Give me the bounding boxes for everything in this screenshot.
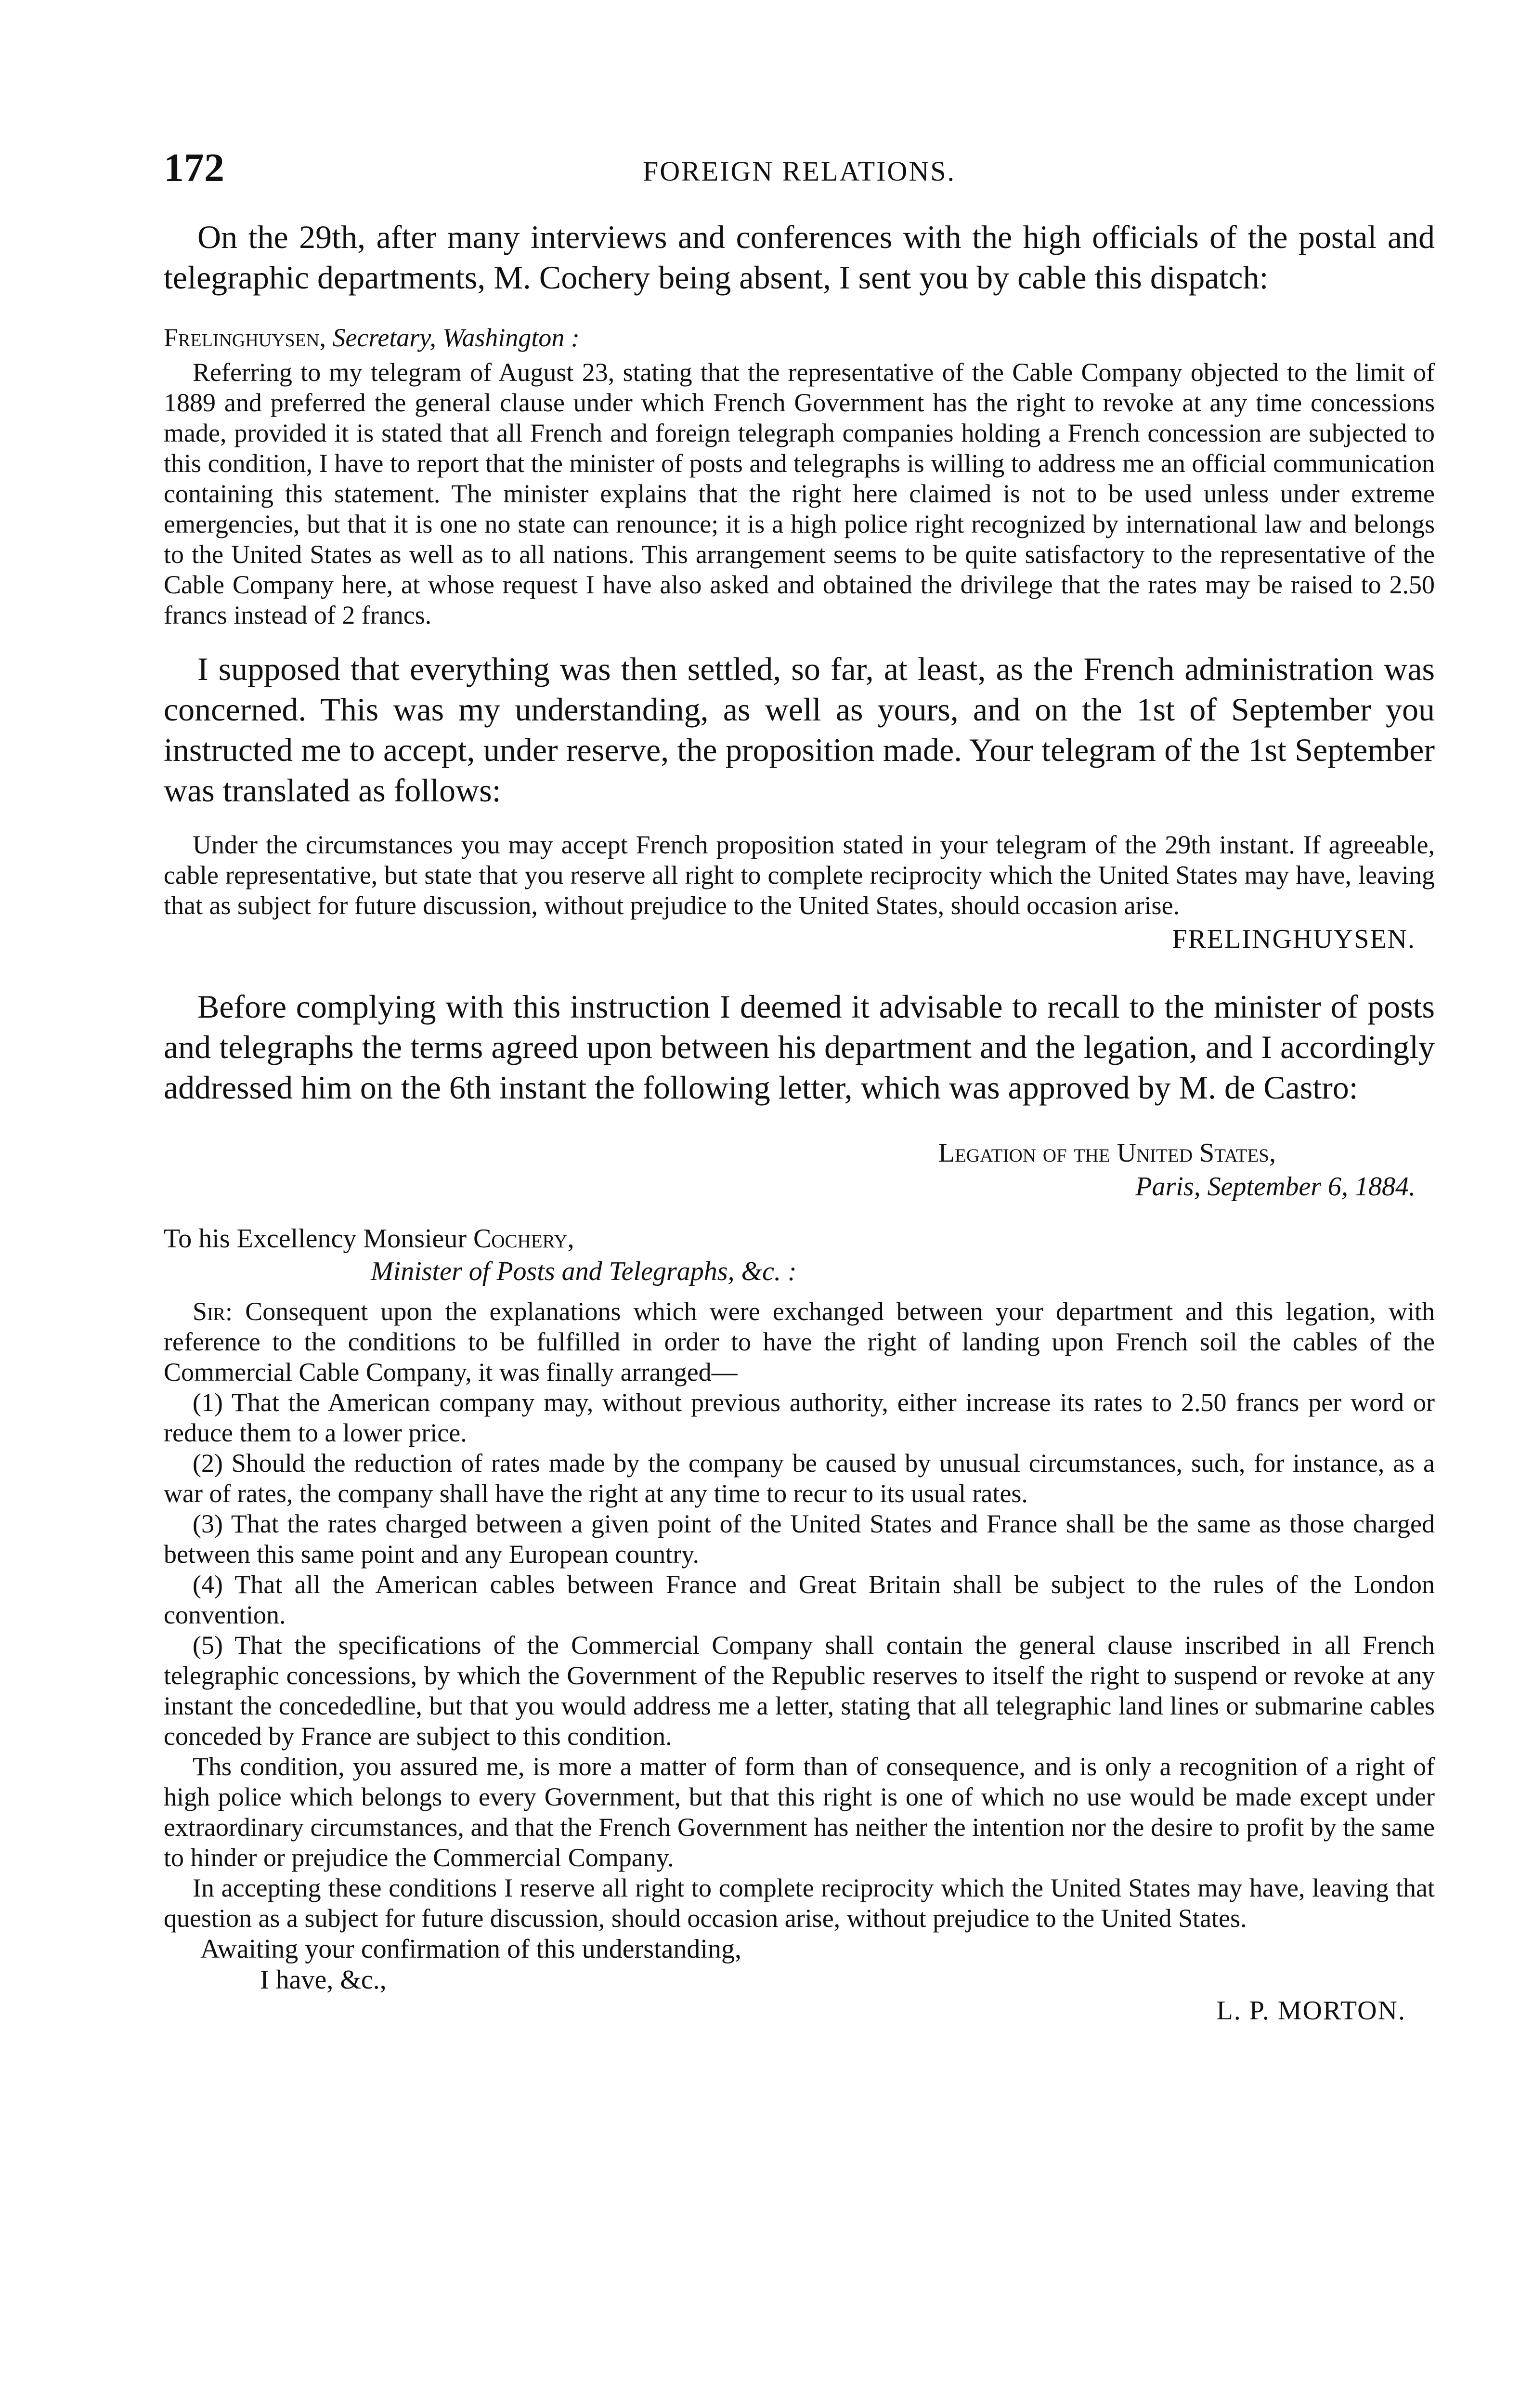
to-line-prefix: To his Excellency Monsieur (164, 1224, 467, 1254)
letter-place-date: Paris, September 6, 1884. (1135, 1172, 1416, 1202)
page-header (164, 144, 1435, 202)
telegram-2-signature: FRELINGHUYSEN. (1172, 924, 1416, 954)
letter-item: (1) That the American company may, without previous authority, either increase its rates to 2.50 francs per word or reduce them to a lower price. (164, 1388, 1435, 1447)
reserve-paragraph: In accepting these conditions I reserve all right to complete reciprocity which the United States may have, leaving that question as a subject for future discussion, should occasion arise, without prejudice to the United States. (164, 1873, 1435, 1933)
letter-item: (2) Should the reduction of rates made by the company be caused by unusual circumstances, such, for instance, as a war of rates, the company shall have the right at any time to recur to its usual rates. (164, 1449, 1435, 1508)
letter-signature: L. P. MORTON. (1216, 1996, 1406, 2026)
addressee-name: Frelinghuysen, (164, 323, 326, 352)
letter-legation: Legation of the United States, (938, 1138, 1276, 1168)
paragraph-3: Before complying with this instruction I deemed it advisable to recall to the minister of posts and telegraphs the terms agreed upon between his department and the legation, and I accordingly addressed him on the 6th instant the following letter, which was approved by M. de Castro: (164, 988, 1435, 1106)
letter-item: (3) That the rates charged between a given point of the United States and France shall be the same as those charged between this same point and any European country. (164, 1509, 1435, 1569)
condition-paragraph: Ths condition, you assured me, is more a matter of form than of consequence, and is only a recognition of a right of high police which belongs to every Government, but that this right is one of which no use would be made except under extraordinary circumstances, and that the French Government has neither the intention nor the desire to profit by the same to hinder or prejudice the Commercial Company. (164, 1752, 1435, 1872)
letter-item: (5) That the specifications of the Commercial Company shall contain the general clause inscribed in all French telegraphic concessions, by which the Government of the Republic reserves to itself the right to suspend or revoke at any instant the concededline, but that you would address me a letter, stating that all telegraphic land lines or submarine cables conceded by France are subject to this condition. (164, 1631, 1435, 1751)
closing-line-1: Awaiting your confirmation of this understanding, (200, 1934, 741, 1964)
telegram-addressee (164, 323, 1435, 353)
letter-to-line (164, 1223, 1435, 1254)
closing-line-2: I have, &c., (260, 1965, 387, 1995)
letter-item: (4) That all the American cables between France and Great Britain shall be subject to the rules of the London convention. (164, 1570, 1435, 1629)
paragraph-2: I supposed that everything was then settled, so far, at least, as the French administration was concerned. This was my understanding, as well as yours, and on the 1st of September you instructed me to accept, under reserve, the proposition made. Your telegram of the 1st September was translated as follows: (164, 651, 1435, 809)
addressee-title: Secretary, Washington : (332, 323, 580, 352)
document-page (164, 144, 1435, 2026)
minister-title: Minister of Posts and Telegraphs, &c. : (371, 1256, 797, 1286)
to-line-name: Cochery, (473, 1224, 574, 1254)
page-number: 172 (164, 145, 224, 190)
intro-paragraph: On the 29th, after many interviews and conferences with the high officials of the postal and telegraphic departments, M. Cochery being absent, I sent you by cable this dispatch: (164, 219, 1435, 296)
opening-text: Consequent upon the explanations which were exchanged between your department and this legation, with reference to the conditions to be fulfilled in order to have the right of landing upon French soil the cables of the Commercial Cable Company, it was finally arranged— (164, 1297, 1435, 1387)
running-title: FOREIGN RELATIONS. (642, 156, 956, 187)
letter-opening (164, 1296, 1435, 1387)
telegram-2-body: Under the circumstances you may accept French proposition stated in your telegram of the 29th instant. If agreeable, cable representative, but state that you reserve all right to complete reciprocity which the United States may have, leaving that as subject for future discussion, without prejudice to the United States, should occasion arise. (164, 830, 1435, 920)
salutation: Sir: (193, 1297, 233, 1326)
telegram-1-body: Referring to my telegram of August 23, stating that the representative of the Cable Company objected to the limit of 1889 and preferred the general clause under which French Government has the right to revoke at any time concessions made, provided it is stated that all French and foreign telegraph companies holding a French concession are subjected to this condition, I have to report that the minister of posts and telegraphs is willing to address me an official communication containing this statement. The minister explains that the right here claimed is not to be used unless under extreme emergencies, but that it is one no state can renounce; it is a high police right recognized by international law and belongs to the United States as well as to all nations. This arrangement seems to be quite satisfactory to the representative of the Cable Company here, at whose request I have also asked and obtained the drivilege that the rates may be raised to 2.50 francs instead of 2 francs. (164, 358, 1435, 629)
letter-body (164, 1296, 1435, 1934)
